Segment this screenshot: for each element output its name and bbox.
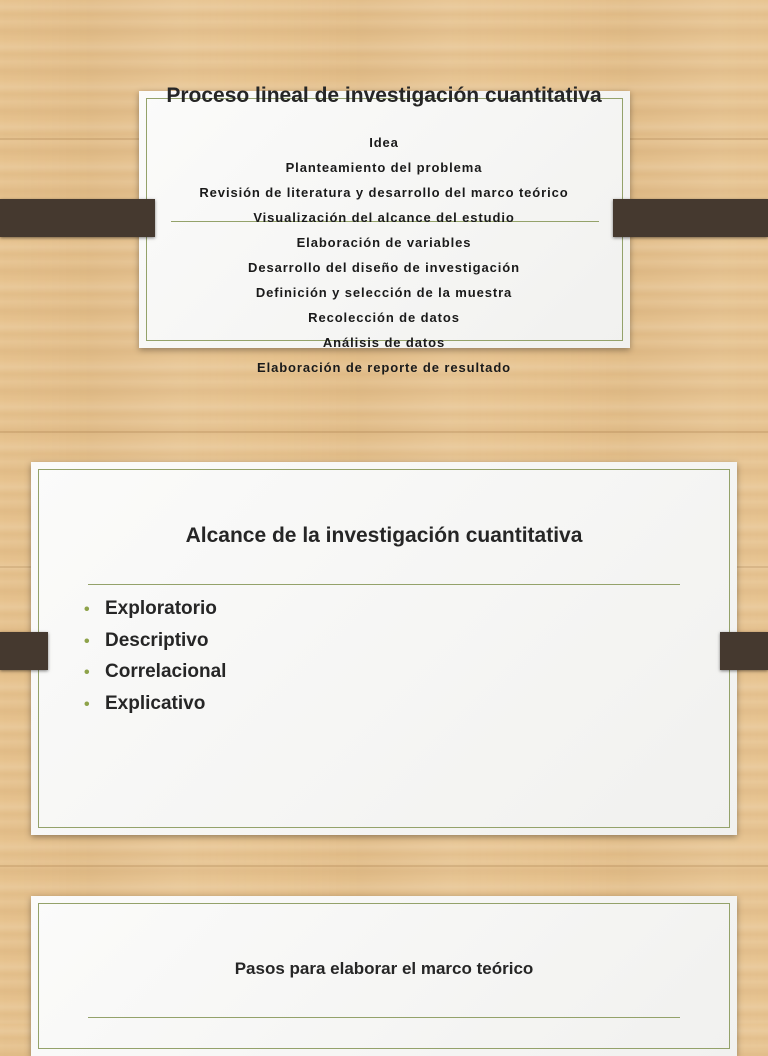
scope-bullet-list	[84, 596, 226, 723]
list-item: Definición y selección de la muestra	[255, 285, 513, 300]
list-item: Recolección de datos	[308, 310, 460, 325]
slide-2-left-tab	[0, 632, 48, 670]
list-item: Planteamiento del problema	[285, 160, 483, 175]
bullet-icon: •	[84, 632, 90, 650]
list-item	[84, 691, 226, 723]
bullet-icon: •	[84, 696, 90, 714]
research-steps-list	[0, 134, 768, 384]
slide-2-divider	[88, 584, 680, 585]
slide-1-title: Proceso lineal de investigación cuantitativa	[166, 84, 602, 107]
slide-2-title: Alcance de la investigación cuantitativa	[185, 524, 583, 547]
bullet-label: Explicativo	[105, 693, 206, 715]
wood-seam	[0, 865, 768, 867]
list-item: Visualización del alcance del estudio	[253, 210, 515, 225]
bullet-icon: •	[84, 601, 90, 618]
bullet-label: Correlacional	[105, 661, 227, 683]
list-item: Elaboración de reporte de resultado	[257, 360, 511, 375]
list-item	[84, 628, 226, 660]
list-item: Revisión de literatura y desarrollo del marco teórico	[199, 185, 569, 200]
list-item: Idea	[369, 135, 399, 150]
list-item: Desarrollo del diseño de investigación	[248, 260, 520, 275]
slide-2-right-tab	[720, 632, 768, 670]
list-item	[84, 659, 226, 691]
bullet-icon: •	[84, 664, 90, 682]
slide-3-title: Pasos para elaborar el marco teórico	[234, 959, 534, 978]
bullet-label: Exploratorio	[105, 598, 217, 619]
list-item: Elaboración de variables	[296, 235, 472, 250]
wood-seam	[0, 431, 768, 433]
slide-3-divider	[88, 1017, 680, 1018]
list-item	[84, 596, 226, 628]
list-item: Análisis de datos	[322, 335, 446, 350]
bullet-label: Descriptivo	[105, 629, 209, 651]
